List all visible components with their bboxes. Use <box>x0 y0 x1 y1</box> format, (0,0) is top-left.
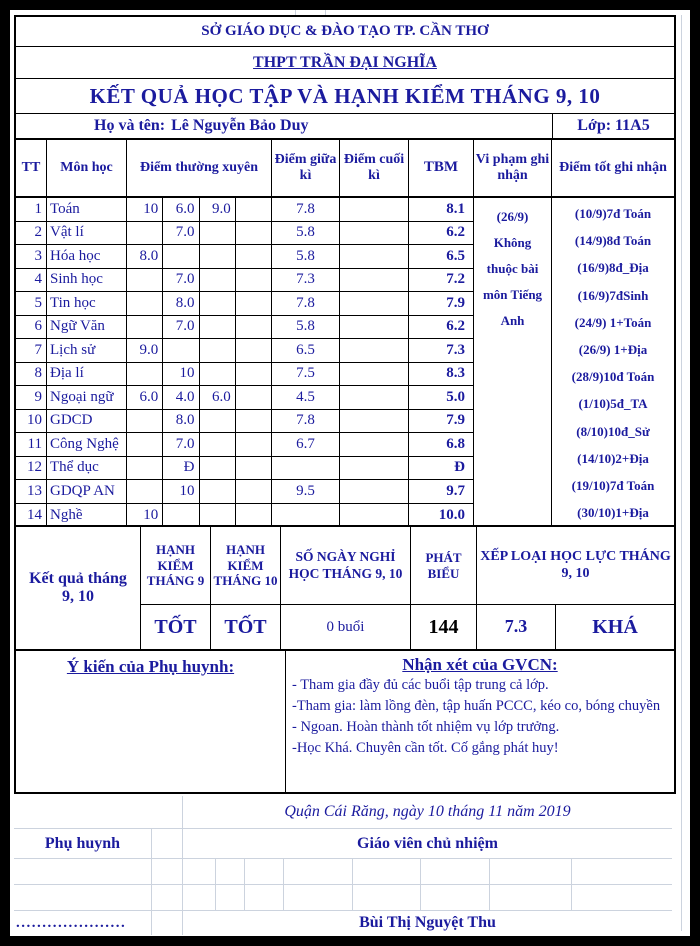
cell-mid-term: 7.3 <box>272 269 340 292</box>
date-row <box>14 796 672 829</box>
department-title: SỞ GIÁO DỤC & ĐÀO TẠO TP. CẦN THƠ <box>16 17 674 47</box>
cell-regular-1 <box>127 363 163 386</box>
cell-mid-term: 4.5 <box>272 386 340 409</box>
cell-regular-2: 10 <box>163 363 199 386</box>
gpa-value: 7.3 <box>477 605 556 649</box>
cell-regular-2: 8.0 <box>163 292 199 315</box>
cell-index: 7 <box>16 339 47 362</box>
summary-value-row <box>141 605 674 649</box>
good-point-entry: (8/10)10đ_Sử <box>576 423 650 439</box>
grid-cell <box>284 885 353 910</box>
cell-index: 4 <box>16 269 47 292</box>
cell-subject: Nghề <box>47 504 127 528</box>
teacher-comment-line: - Tham gia đầy đủ các buổi tập trung cả lớp. <box>292 677 549 693</box>
class-cell: Lớp: 11A5 <box>552 114 674 138</box>
cell-regular-1: 8.0 <box>127 245 163 268</box>
grid-cell <box>284 859 353 884</box>
teacher-comment-lines <box>292 675 668 759</box>
speak-value: 144 <box>411 605 477 649</box>
cell-final-term <box>340 504 409 528</box>
grades-table-header <box>16 140 674 198</box>
cell-regular-4 <box>236 433 272 456</box>
cell-regular-1: 10 <box>127 504 163 528</box>
summary-grid <box>141 527 674 649</box>
cell-subject: Toán <box>47 198 127 221</box>
cell-regular-4 <box>236 504 272 528</box>
grid-cell <box>245 885 284 910</box>
cell-regular-3: 9.0 <box>200 198 236 221</box>
cell-average: 6.8 <box>409 433 474 456</box>
cell-average: 7.9 <box>409 292 474 315</box>
cell-subject: Lịch sử <box>47 339 127 362</box>
cell-index: 6 <box>16 316 47 339</box>
cell-regular-1: 9.0 <box>127 339 163 362</box>
teacher-sign-label: Giáo viên chủ nhiệm <box>357 834 498 852</box>
cell-regular-4 <box>236 245 272 268</box>
cell-regular-4 <box>236 269 272 292</box>
table-row <box>16 292 474 316</box>
cell-regular-2: 10 <box>163 480 199 503</box>
conduct9-value: TỐT <box>141 605 211 649</box>
cell-mid-term: 5.8 <box>272 316 340 339</box>
cell-regular-1 <box>127 433 163 456</box>
table-row <box>16 457 474 481</box>
cell-average: 7.9 <box>409 410 474 433</box>
cell-subject: Ngoại ngữ <box>47 386 127 409</box>
summary-section <box>16 527 674 651</box>
cell-final-term <box>340 245 409 268</box>
cell-regular-3 <box>200 339 236 362</box>
table-row <box>16 198 474 222</box>
cell-mid-term: 9.5 <box>272 480 340 503</box>
cell-regular-2: 7.0 <box>163 222 199 245</box>
school-title: THPT TRẦN ĐẠI NGHĨA <box>16 47 674 79</box>
good-point-entry: (10/9)7đ Toán <box>574 206 652 221</box>
good-points-list <box>552 198 674 525</box>
grid-cell <box>490 859 572 884</box>
grid-cell <box>421 859 490 884</box>
col-avg-header: TBM <box>409 140 474 196</box>
table-row <box>16 316 474 340</box>
cell-regular-3 <box>200 316 236 339</box>
good-point-entry: (1/10)5đ_TA <box>578 396 648 412</box>
cell-subject: Vật lí <box>47 222 127 245</box>
cell-regular-4 <box>236 292 272 315</box>
grid-cell <box>14 859 152 884</box>
cell-mid-term: 7.8 <box>272 198 340 221</box>
cell-average: 7.3 <box>409 339 474 362</box>
grid-cell <box>353 859 421 884</box>
cell-regular-2: 8.0 <box>163 410 199 433</box>
cell-mid-term: 5.8 <box>272 222 340 245</box>
empty-grid-row <box>14 859 672 885</box>
cell-regular-2: 6.0 <box>163 198 199 221</box>
grid-cell <box>152 859 183 884</box>
subject-rows <box>16 198 474 525</box>
cell-index: 10 <box>16 410 47 433</box>
cell-index: 13 <box>16 480 47 503</box>
teacher-name: Bùi Thị Nguyệt Thu <box>359 914 496 931</box>
table-row <box>16 433 474 457</box>
cell-regular-3 <box>200 245 236 268</box>
cell-regular-4 <box>236 316 272 339</box>
summary-header-row <box>141 527 674 605</box>
cell-mid-term <box>272 504 340 528</box>
cell-regular-3 <box>200 410 236 433</box>
cell-average: 8.1 <box>409 198 474 221</box>
teacher-comment-line: - Ngoan. Hoàn thành tốt nhiệm vụ lớp trưởng. <box>292 719 560 735</box>
table-row <box>16 269 474 293</box>
cell-regular-4 <box>236 386 272 409</box>
cell-regular-4 <box>236 480 272 503</box>
table-row <box>16 222 474 246</box>
sign-label-row <box>14 829 672 859</box>
cell-subject: Sinh học <box>47 269 127 292</box>
cell-mid-term: 6.5 <box>272 339 340 362</box>
grid-cell <box>183 859 216 884</box>
grid-cell <box>216 859 245 884</box>
grid-cell <box>183 885 216 910</box>
table-row <box>16 363 474 387</box>
cell-mid-term: 6.7 <box>272 433 340 456</box>
spacer <box>14 796 183 828</box>
table-row <box>16 410 474 434</box>
cell-average: 9.7 <box>409 480 474 503</box>
cell-regular-3 <box>200 222 236 245</box>
cell-final-term <box>340 198 409 221</box>
col-mid-header: Điểm giữa kì <box>272 140 340 196</box>
cell-final-term <box>340 433 409 456</box>
cell-regular-4 <box>236 222 272 245</box>
cell-average: Đ <box>409 457 474 480</box>
cell-final-term <box>340 457 409 480</box>
cell-regular-1 <box>127 480 163 503</box>
parent-comment-cell <box>16 651 286 792</box>
page-title: KẾT QUẢ HỌC TẬP VÀ HẠNH KIỂM THÁNG 9, 10 <box>16 79 674 114</box>
col-good-header: Điểm tốt ghi nhận <box>559 159 667 175</box>
cell-subject: Hóa học <box>47 245 127 268</box>
student-row <box>16 114 674 140</box>
signature-section <box>14 796 672 936</box>
cell-final-term <box>340 269 409 292</box>
grid-cell <box>245 859 284 884</box>
cell-regular-3 <box>200 363 236 386</box>
cell-mid-term: 7.8 <box>272 292 340 315</box>
absence-value: 0 buổi <box>281 605 411 649</box>
cell-average: 6.2 <box>409 222 474 245</box>
col-regular-header: Điểm thường xuyên <box>127 140 272 196</box>
cell-average: 5.0 <box>409 386 474 409</box>
teacher-comment-cell <box>286 651 674 792</box>
comments-section <box>16 651 674 792</box>
good-point-entry: (16/9)7đSinh <box>577 287 649 303</box>
cell-regular-4 <box>236 410 272 433</box>
cell-regular-4 <box>236 457 272 480</box>
violation-note: (26/9) Không thuộc bài môn Tiếng Anh <box>474 198 552 525</box>
cell-average: 10.0 <box>409 504 474 528</box>
cell-regular-3 <box>200 433 236 456</box>
cell-regular-1: 6.0 <box>127 386 163 409</box>
cell-regular-2: 7.0 <box>163 433 199 456</box>
cell-regular-3 <box>200 269 236 292</box>
conduct10-header: HẠNH KIỂM THÁNG 10 <box>211 527 281 604</box>
grid-cell <box>421 885 490 910</box>
cell-regular-3 <box>200 480 236 503</box>
cell-subject: Thể dục <box>47 457 127 480</box>
col-final-header: Điểm cuối kì <box>340 140 409 196</box>
empty-grid-row <box>14 885 672 911</box>
cell-subject: GDCD <box>47 410 127 433</box>
cell-regular-3 <box>200 292 236 315</box>
teacher-comment-line: -Tham gia: làm lồng đèn, tập huấn PCCC, kéo co, bóng chuyền <box>292 698 661 714</box>
cell-subject: Tin học <box>47 292 127 315</box>
grid-cell <box>572 859 672 884</box>
cell-final-term <box>340 480 409 503</box>
grid-cell <box>353 885 421 910</box>
gridline-fragment <box>681 15 682 931</box>
rank-value: KHÁ <box>592 616 638 638</box>
cell-regular-3 <box>200 504 236 528</box>
cell-regular-2 <box>163 245 199 268</box>
cell-index: 11 <box>16 433 47 456</box>
cell-average: 8.3 <box>409 363 474 386</box>
cell-regular-1 <box>127 269 163 292</box>
cell-regular-1 <box>127 222 163 245</box>
cell-regular-2: 7.0 <box>163 316 199 339</box>
cell-subject: Công Nghệ <box>47 433 127 456</box>
signature-dotted-line: ..................... <box>14 911 152 935</box>
cell-index: 8 <box>16 363 47 386</box>
cell-index: 1 <box>16 198 47 221</box>
cell-final-term <box>340 316 409 339</box>
rank-header: XẾP LOẠI HỌC LỰC THÁNG 9, 10 <box>480 548 671 581</box>
cell-index: 2 <box>16 222 47 245</box>
conduct9-header: HẠNH KIỂM THÁNG 9 <box>141 527 211 604</box>
cell-regular-4 <box>236 339 272 362</box>
speak-header: PHÁT BIỂU <box>411 527 477 604</box>
cell-mid-term <box>272 457 340 480</box>
good-point-entry: (16/9)8đ_Địa <box>577 260 649 276</box>
spacer <box>152 829 183 858</box>
cell-index: 5 <box>16 292 47 315</box>
student-name-label: Họ và tên: <box>94 117 166 134</box>
cell-index: 9 <box>16 386 47 409</box>
table-row <box>16 480 474 504</box>
cell-average: 6.5 <box>409 245 474 268</box>
grades-table-body <box>16 198 674 527</box>
cell-final-term <box>340 292 409 315</box>
student-name-value: Lê Nguyễn Bảo Duy <box>171 117 309 134</box>
cell-mid-term: 7.8 <box>272 410 340 433</box>
cell-average: 7.2 <box>409 269 474 292</box>
cell-regular-2 <box>163 504 199 528</box>
grid-cell <box>490 885 572 910</box>
good-point-entry: (19/10)7đ Toán <box>571 478 655 494</box>
grid-cell <box>216 885 245 910</box>
absence-header: SỐ NGÀY NGHỈ HỌC THÁNG 9, 10 <box>281 527 411 604</box>
cell-regular-4 <box>236 198 272 221</box>
cell-mid-term: 7.5 <box>272 363 340 386</box>
cell-final-term <box>340 339 409 362</box>
cell-final-term <box>340 363 409 386</box>
cell-subject: Địa lí <box>47 363 127 386</box>
grid-cell <box>152 885 183 910</box>
good-point-entry: (30/10)1+Địa <box>577 505 649 521</box>
signature-name-row <box>14 911 672 935</box>
conduct10-value: TỐT <box>211 605 281 649</box>
col-subject-header: Môn học <box>47 140 127 196</box>
cell-regular-3 <box>200 457 236 480</box>
teacher-comment-label: Nhận xét của GVCN: <box>402 655 558 674</box>
parent-comment-label: Ý kiến của Phụ huynh: <box>66 657 235 676</box>
table-row <box>16 339 474 363</box>
cell-regular-2: 7.0 <box>163 269 199 292</box>
grid-cell <box>572 885 672 910</box>
date-line: Quận Cái Răng, ngày 10 tháng 11 năm 2019 <box>284 803 571 820</box>
good-point-entry: (14/9)8đ Toán <box>574 233 652 249</box>
col-tt-header: TT <box>16 140 47 196</box>
cell-index: 3 <box>16 245 47 268</box>
table-row <box>16 386 474 410</box>
cell-regular-1 <box>127 410 163 433</box>
spacer <box>152 911 183 935</box>
cell-final-term <box>340 386 409 409</box>
cell-regular-2: 4.0 <box>163 386 199 409</box>
cell-regular-4 <box>236 363 272 386</box>
student-name-cell <box>16 114 552 138</box>
table-row <box>16 245 474 269</box>
cell-regular-3: 6.0 <box>200 386 236 409</box>
cell-regular-2: Đ <box>163 457 199 480</box>
cell-average: 6.2 <box>409 316 474 339</box>
cell-regular-1 <box>127 457 163 480</box>
cell-index: 12 <box>16 457 47 480</box>
cell-subject: Ngữ Văn <box>47 316 127 339</box>
good-point-entry: (14/10)2+Địa <box>577 450 649 466</box>
good-point-entry: (28/9)10đ Toán <box>571 369 655 385</box>
cell-regular-2 <box>163 339 199 362</box>
cell-final-term <box>340 222 409 245</box>
summary-result-label: Kết quả tháng 9, 10 <box>16 527 141 649</box>
report-sheet <box>10 10 690 936</box>
teacher-comment-line: -Học Khá. Chuyên cần tốt. Cố gắng phát huy! <box>292 740 559 756</box>
cell-regular-1: 10 <box>127 198 163 221</box>
good-point-entry: (26/9) 1+Địa <box>578 342 648 358</box>
cell-regular-1 <box>127 292 163 315</box>
cell-subject: GDQP AN <box>47 480 127 503</box>
cell-index: 14 <box>16 504 47 528</box>
good-point-entry: (24/9) 1+Toán <box>574 314 652 330</box>
parent-sign-label: Phụ huynh <box>14 829 152 858</box>
grid-cell <box>14 885 152 910</box>
cell-mid-term: 5.8 <box>272 245 340 268</box>
cell-regular-1 <box>127 316 163 339</box>
table-row <box>16 504 474 528</box>
report-body <box>14 15 676 794</box>
col-violation-header: Vi phạm ghi nhận <box>474 140 552 196</box>
cell-final-term <box>340 410 409 433</box>
